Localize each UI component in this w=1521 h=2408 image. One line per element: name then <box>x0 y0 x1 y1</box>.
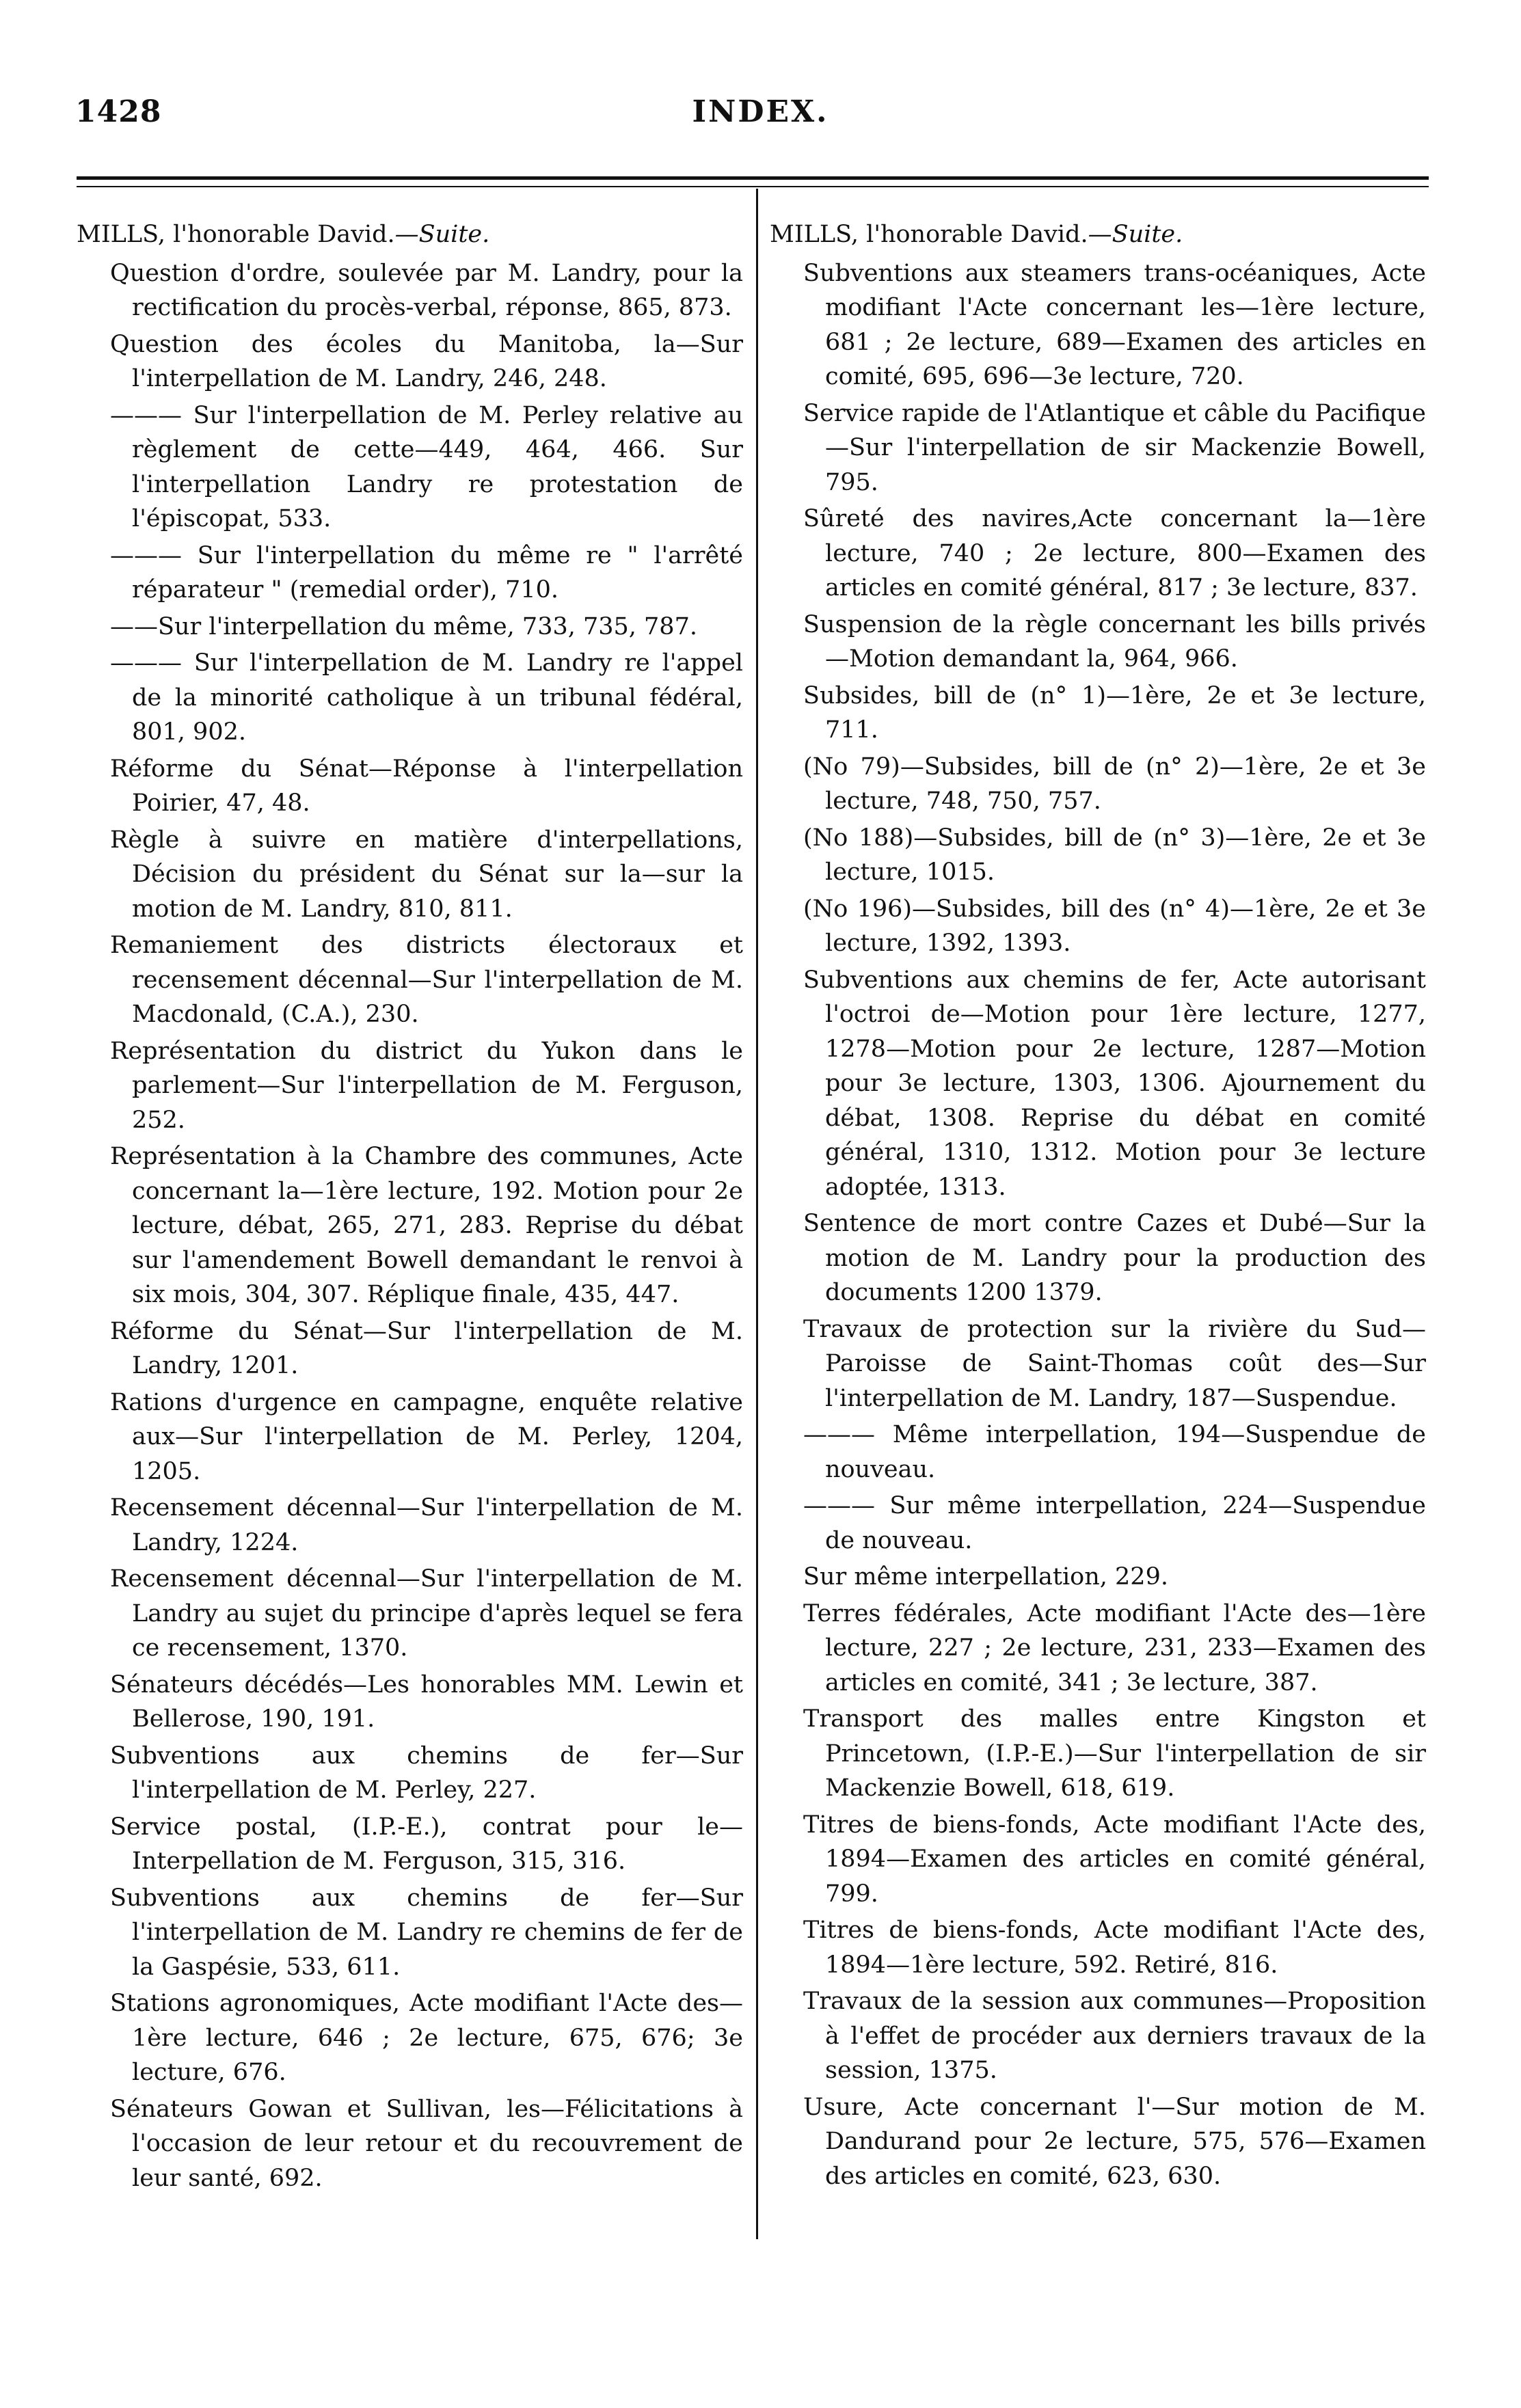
index-entry: Travaux de protection sur la rivière du Sud—Paroisse de Saint-Thomas coût des—Sur l'interpellation de M. Landry, 187—Suspendue. <box>803 1315 1426 1412</box>
index-entry: ——— Même interpellation, 194—Suspendue de nouveau. <box>803 1421 1426 1483</box>
index-entry: Recensement décennal—Sur l'interpellation de M. Landry, 1224. <box>110 1494 743 1556</box>
right-heading-suite: —Suite. <box>1088 221 1183 248</box>
index-entry: Stations agronomiques, Acte modifiant l'Acte des—1ère lecture, 646 ; 2e lecture, 675, 676; 3e lecture, 676. <box>110 1990 743 2086</box>
index-entry: Transport des malles entre Kingston et Princetown, (I.P.-E.)—Sur l'interpellation de sir Mackenzie Bowell, 618, 619. <box>803 1705 1426 1802</box>
index-entry: Sûreté des navires,Acte concernant la—1ère lecture, 740 ; 2e lecture, 800—Examen des articles en comité général, 817 ; 3e lecture, 837. <box>803 505 1426 601</box>
index-entry: Réforme du Sénat—Réponse à l'interpellation Poirier, 47, 48. <box>110 755 743 817</box>
index-entry: Représentation du district du Yukon dans le parlement—Sur l'interpellation de M. Ferguson, 252. <box>110 1037 743 1134</box>
index-entry: Titres de biens-fonds, Acte modifiant l'Acte des, 1894—Examen des articles en comité général, 799. <box>803 1811 1426 1908</box>
index-entry: Travaux de la session aux communes—Proposition à l'effet de procéder aux derniers travaux de la session, 1375. <box>803 1988 1426 2084</box>
right-column <box>770 217 1426 2195</box>
index-entry: Titres de biens-fonds, Acte modifiant l'Acte des, 1894—1ère lecture, 592. Retiré, 816. <box>803 1917 1426 1979</box>
page-number: 1428 <box>75 94 162 129</box>
index-entry: Service rapide de l'Atlantique et câble du Pacifique—Sur l'interpellation de sir Mackenzie Bowell, 795. <box>803 399 1426 496</box>
index-entry: Sentence de mort contre Cazes et Dubé—Sur la motion de M. Landry pour la production des documents 1200 1379. <box>803 1210 1426 1306</box>
index-entry: (No 79)—Subsides, bill de (n° 2)—1ère, 2e et 3e lecture, 748, 750, 757. <box>803 753 1426 815</box>
index-entry: Service postal, (I.P.-E.), contrat pour le—Interpellation de M. Ferguson, 315, 316. <box>110 1813 743 1875</box>
index-entry: (No 188)—Subsides, bill de (n° 3)—1ère, 2e et 3e lecture, 1015. <box>803 824 1426 886</box>
index-entry: Question d'ordre, soulevée par M. Landry, pour la rectification du procès-verbal, réponse, 865, 873. <box>110 259 743 321</box>
column-divider <box>756 189 758 2239</box>
index-entry: Subventions aux steamers trans-océaniques, Acte modifiant l'Acte concernant les—1ère lecture, 681 ; 2e lecture, 689—Examen des articles en comité, 695, 696—3e lecture, 720. <box>803 259 1426 390</box>
left-heading-suite: —Suite. <box>394 221 490 248</box>
index-entry: Règle à suivre en matière d'interpellations, Décision du président du Sénat sur la—sur la motion de M. Landry, 810, 811. <box>110 826 743 923</box>
left-column-heading <box>77 217 743 252</box>
index-entry: Remaniement des districts électoraux et recensement décennal—Sur l'interpellation de M. Macdonald, (C.A.), 230. <box>110 932 743 1028</box>
index-entry: ——— Sur l'interpellation de M. Landry re l'appel de la minorité catholique à un tribunal fédéral, 801, 902. <box>110 649 743 746</box>
index-entry: Subventions aux chemins de fer—Sur l'interpellation de M. Landry re chemins de fer de la Gaspésie, 533, 611. <box>110 1884 743 1981</box>
left-column <box>77 217 743 2197</box>
index-entry: Subventions aux chemins de fer—Sur l'interpellation de M. Perley, 227. <box>110 1742 743 1804</box>
page-title: INDEX. <box>692 94 829 129</box>
left-heading-name: MILLS, l'honorable David. <box>77 221 395 248</box>
index-entry: Réforme du Sénat—Sur l'interpellation de M. Landry, 1201. <box>110 1317 743 1379</box>
index-entry: ——— Sur l'interpellation de M. Perley relative au règlement de cette—449, 464, 466. Sur l'interpellation Landry re protestation de l'épiscopat, 533. <box>110 401 743 532</box>
index-entry: Suspension de la règle concernant les bills privés—Motion demandant la, 964, 966. <box>803 610 1426 673</box>
index-entry: Sénateurs décédés—Les honorables MM. Lewin et Bellerose, 190, 191. <box>110 1670 743 1733</box>
index-entry: ——— Sur l'interpellation du même re " l'arrêté réparateur " (remedial order), 710. <box>110 541 743 604</box>
header-rule-thin <box>77 186 1429 187</box>
index-entry: ——— Sur même interpellation, 224—Suspendue de nouveau. <box>803 1492 1426 1554</box>
index-entry: ——Sur l'interpellation du même, 733, 735, 787. <box>110 612 697 640</box>
index-entry: Terres fédérales, Acte modifiant l'Acte des—1ère lecture, 227 ; 2e lecture, 231, 233—Examen des articles en comité, 341 ; 3e lecture, 387. <box>803 1599 1426 1696</box>
index-entry: Sur même interpellation, 229. <box>803 1563 1168 1591</box>
index-entry: Représentation à la Chambre des communes, Acte concernant la—1ère lecture, 192. Motion pour 2e lecture, débat, 265, 271, 283. Reprise du débat sur l'amendement Bowell demandant le renvoi à six mois, 304, 307. Réplique finale, 435, 447. <box>110 1143 743 1308</box>
index-entry: Usure, Acte concernant l'—Sur motion de M. Dandurand pour 2e lecture, 575, 576—Examen des articles en comité, 623, 630. <box>803 2093 1426 2190</box>
index-entry: Question des écoles du Manitoba, la—Sur l'interpellation de M. Landry, 246, 248. <box>110 330 743 392</box>
index-entry: Subventions aux chemins de fer, Acte autorisant l'octroi de—Motion pour 1ère lecture, 1277, 1278—Motion pour 2e lecture, 1287—Motion pour 3e lecture, 1303, 1306. Ajournement du débat, 1308. Reprise du débat en comité général, 1310, 1312. Motion pour 3e lecture adoptée, 1313. <box>803 966 1426 1201</box>
right-column-heading <box>770 217 1426 252</box>
index-entry: (No 196)—Subsides, bill des (n° 4)—1ère, 2e et 3e lecture, 1392, 1393. <box>803 895 1426 957</box>
header-rule-thick <box>77 176 1429 180</box>
right-heading-name: MILLS, l'honorable David. <box>770 221 1088 248</box>
index-entry: Subsides, bill de (n° 1)—1ère, 2e et 3e lecture, 711. <box>803 681 1426 744</box>
index-entry: Rations d'urgence en campagne, enquête relative aux—Sur l'interpellation de M. Perley, 1204, 1205. <box>110 1388 743 1485</box>
index-entry: Sénateurs Gowan et Sullivan, les—Félicitations à l'occasion de leur retour et du recouvrement de leur santé, 692. <box>110 2095 743 2192</box>
index-entry: Recensement décennal—Sur l'interpellation de M. Landry au sujet du principe d'après lequel se fera ce recensement, 1370. <box>110 1565 743 1662</box>
